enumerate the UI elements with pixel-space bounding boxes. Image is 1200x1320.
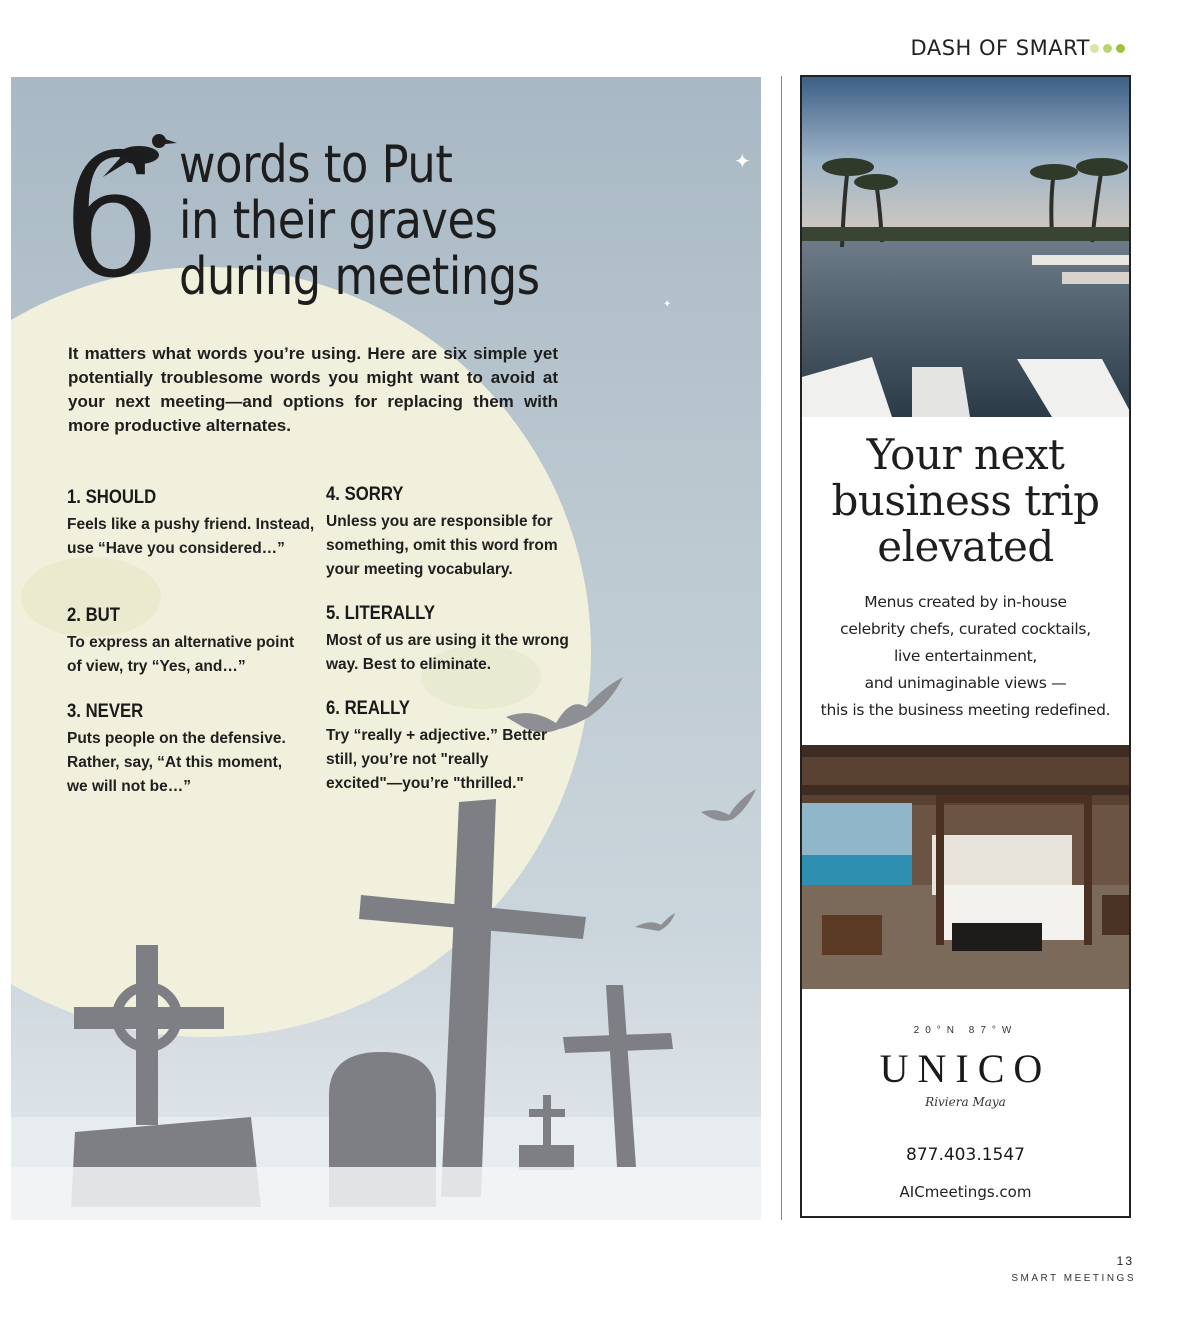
hotel-room-photo	[802, 745, 1131, 989]
body-line: and unimaginable views —	[864, 674, 1067, 692]
tip-body: To express an alternative point of view, try “Yes, and…”	[67, 634, 295, 675]
tip-body: Try “really + adjective.” Better still, you’re not "really excited"—you’re "thrilled."	[326, 727, 547, 792]
tip-heading: 6. REALLY	[326, 698, 410, 719]
tip-heading: 1. SHOULD	[67, 487, 157, 508]
body-line: celebrity chefs, curated cocktails,	[840, 620, 1091, 638]
column-divider	[781, 76, 782, 1220]
tip-heading: 3. NEVER	[67, 701, 144, 722]
dot-3	[1116, 44, 1125, 53]
article-intro: It matters what words you’re using. Here are six simple yet potentially troublesome words you might want to avoid at your next meeting—and options for replacing them with more productive alternates.	[68, 344, 558, 435]
tip-should	[67, 487, 317, 561]
ad-phone: 877.403.1547	[906, 1145, 1025, 1165]
title-line-2: in their graves	[179, 191, 498, 251]
dot-2	[1103, 44, 1112, 53]
page-number: 13	[1116, 1254, 1134, 1268]
advertisement	[800, 75, 1131, 1218]
article-panel	[11, 77, 761, 1220]
ad-website: AICmeetings.com	[899, 1183, 1032, 1201]
tip-really	[326, 698, 556, 796]
tip-heading: 4. SORRY	[326, 484, 404, 505]
tip-but	[67, 605, 312, 679]
tip-body: Most of us are using it the wrong way. Best to eliminate.	[326, 632, 569, 673]
title-number: 6	[63, 118, 161, 316]
headline-line: elevated	[877, 522, 1054, 571]
title-line-3: during meetings	[179, 247, 540, 307]
star-icon: ✦	[734, 149, 751, 173]
body-line: Menus created by in-house	[864, 593, 1067, 611]
brand-logo: UNICO	[879, 1046, 1052, 1091]
section-label: DASH OF SMART	[910, 36, 1090, 60]
tip-body: Puts people on the defensive. Rather, say, “At this moment, we will not be…”	[67, 730, 286, 795]
publication-name: SMART MEETINGS	[1011, 1273, 1136, 1284]
dot-1	[1090, 44, 1099, 53]
tip-sorry	[326, 484, 576, 582]
section-dots	[1090, 44, 1125, 53]
brand-location: Riviera Maya	[925, 1095, 1006, 1109]
body-line: this is the business meeting redefined.	[820, 701, 1111, 719]
headline-line: business trip	[831, 476, 1100, 525]
article-title	[179, 137, 598, 305]
tip-literally	[326, 603, 581, 677]
ad-coordinates: 20°N 87°W	[913, 1025, 1018, 1036]
ad-body	[802, 589, 1129, 724]
tip-never	[67, 701, 299, 799]
body-line: live entertainment,	[893, 647, 1038, 665]
resort-pool-photo	[802, 77, 1131, 417]
title-line-1: words to Put	[179, 135, 453, 195]
headline-line: Your next	[866, 430, 1065, 479]
ad-headline	[802, 432, 1129, 570]
tip-body: Unless you are responsible for something, omit this word from your meeting vocabulary.	[326, 513, 558, 578]
tip-heading: 2. BUT	[67, 605, 120, 626]
tip-body: Feels like a pushy friend. Instead, use “Have you considered…”	[67, 516, 315, 557]
tip-heading: 5. LITERALLY	[326, 603, 436, 624]
star-icon: ✦	[663, 299, 672, 310]
